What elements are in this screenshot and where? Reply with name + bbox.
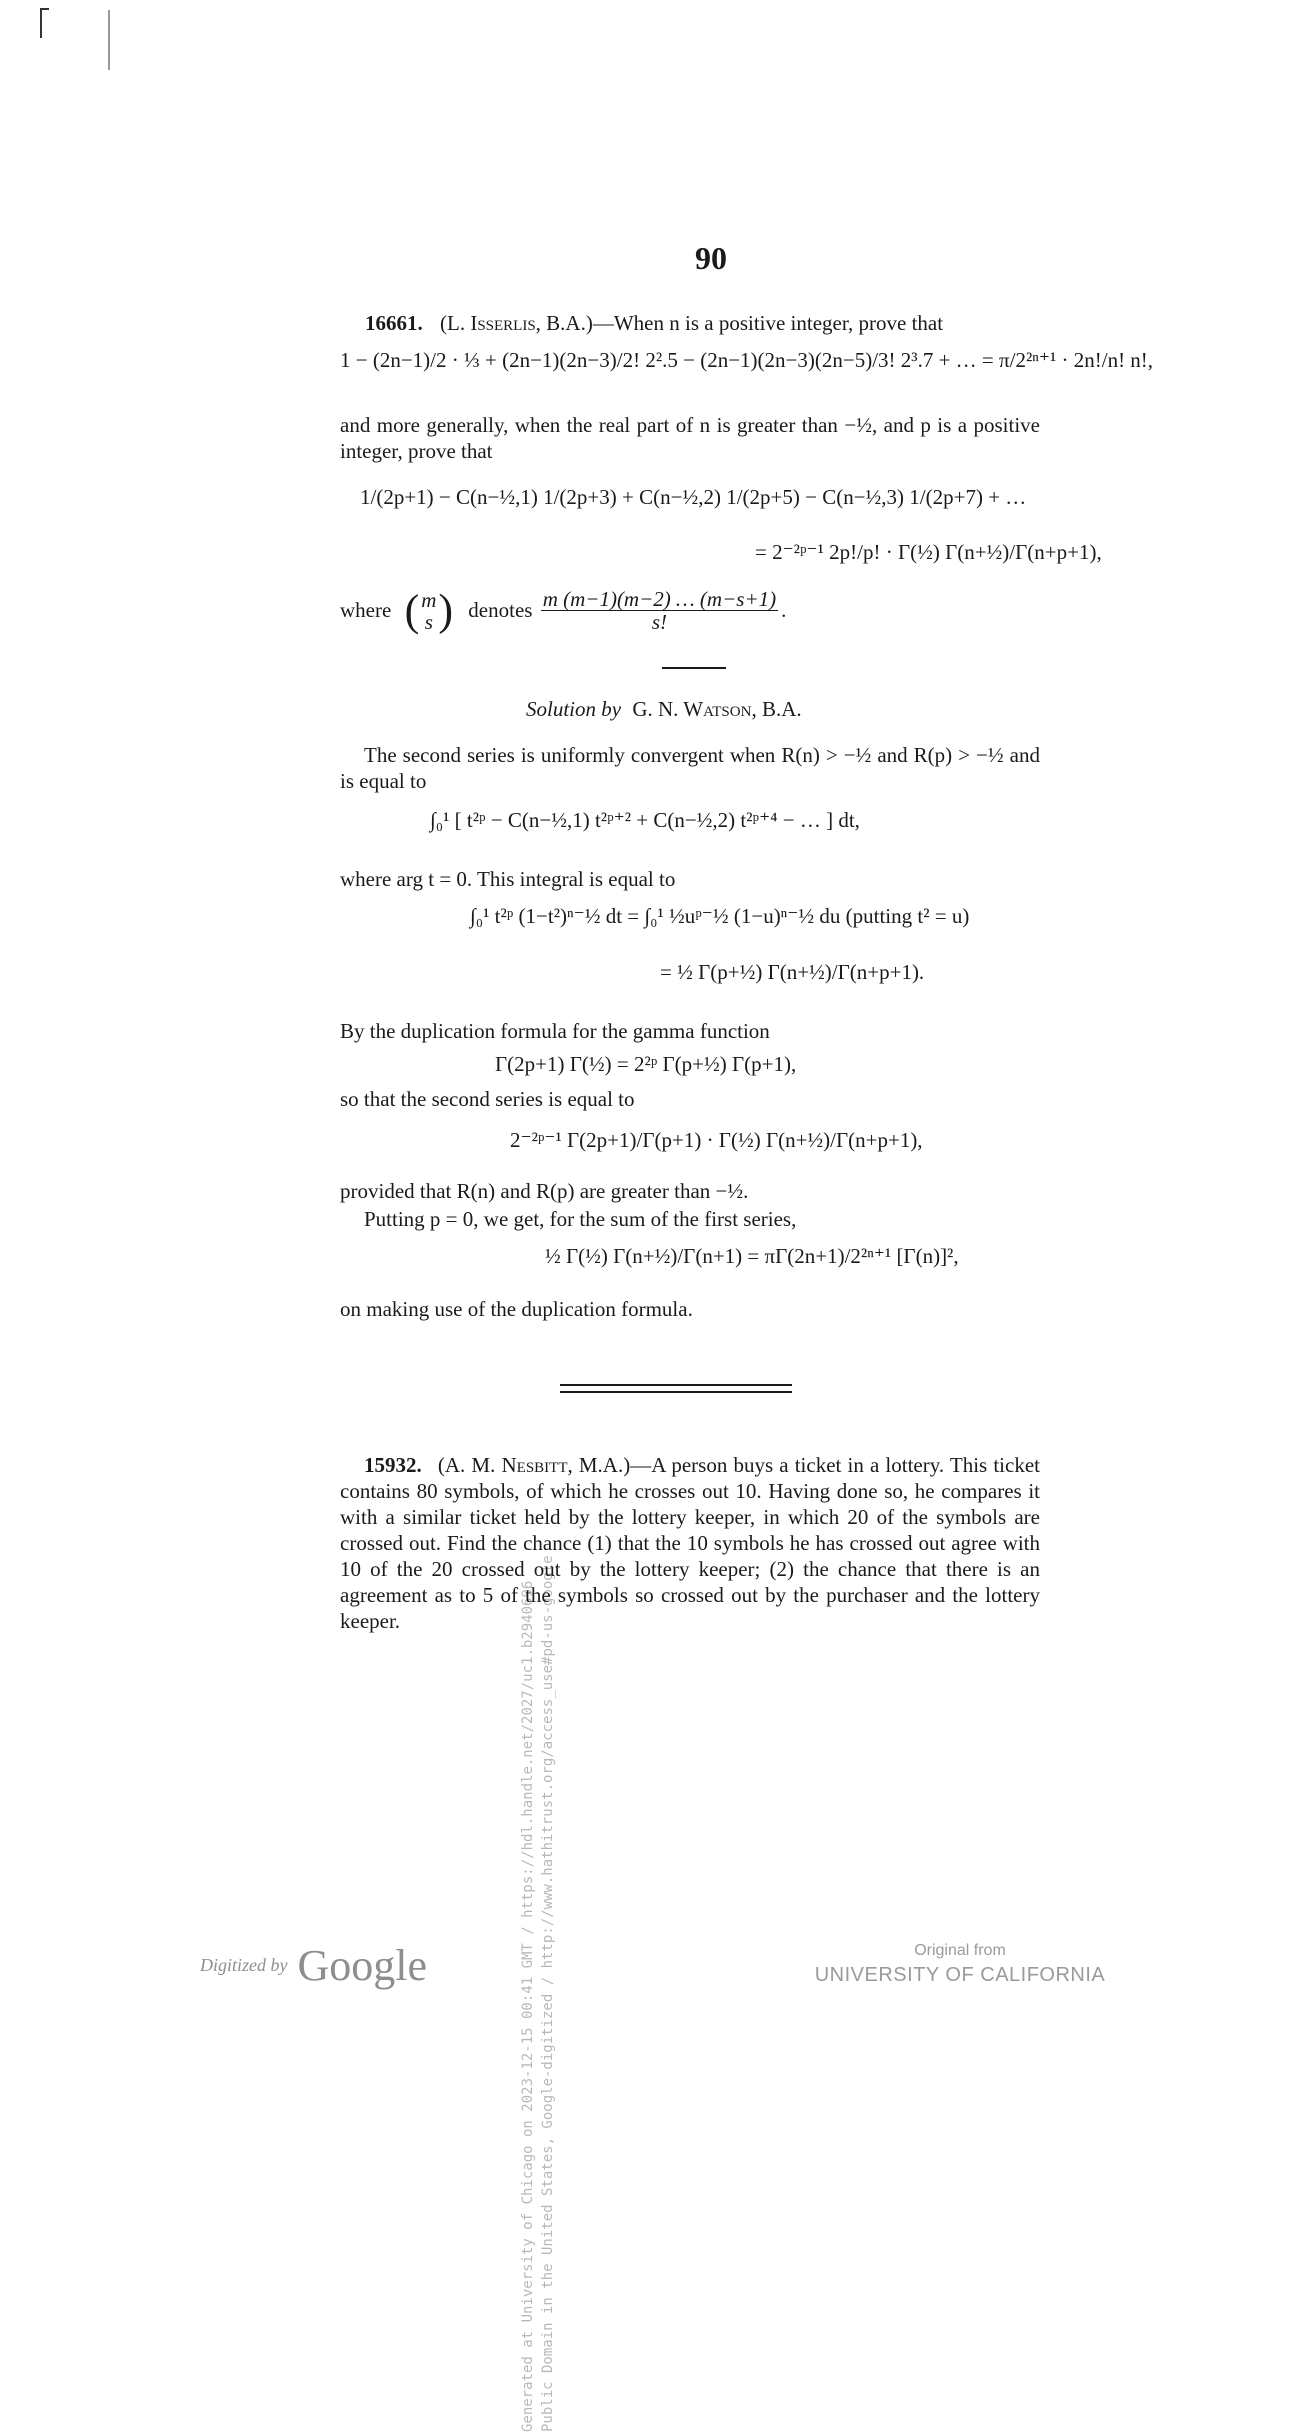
page-number: 90 bbox=[695, 240, 727, 276]
question-text-2: —A person buys a ticket in a lottery. This ticket contains 80 symbols, of which he crosses out 10. Having done so, he compares it with a similar ticket held by the lottery keeper, in which 20 of the symbols are crossed out. Find the chance (1) that the 10 symbols he has crossed out agree with 10 of the 20 crossed out by the lottery keeper; (2) the chance that there is an agreement as to 5 of the symbols so crossed out by the purchaser and the lottery keeper. bbox=[340, 1453, 1040, 1633]
short-divider bbox=[662, 667, 726, 669]
question-author-2: (A. M. Nesbitt, M.A.) bbox=[437, 1453, 631, 1477]
solution-para-6: Putting p = 0, we get, for the sum of the first series, bbox=[364, 1207, 797, 1231]
integral-1-text: ∫₀¹ [ t²ᵖ − C(n−½,1) t²ᵖ⁺² + C(n−½,2) t²ᵖ⁺⁴ − … ] dt, bbox=[430, 808, 860, 832]
scan-mark bbox=[108, 10, 110, 70]
solution-heading bbox=[526, 696, 802, 722]
where-label: where bbox=[340, 598, 392, 622]
double-divider-top bbox=[560, 1384, 792, 1386]
watermark-line-2: Public Domain in the United States, Google-digitized / http://www.hathitrust.org/access_use#pd-us-google bbox=[540, 1555, 556, 2432]
series-equal-formula-text: 2⁻²ᵖ⁻¹ Γ(2p+1)/Γ(p+1) · Γ(½) Γ(n+½)/Γ(n+p+1), bbox=[510, 1128, 923, 1152]
solution-para-3: By the duplication formula for the gamma function bbox=[340, 1019, 770, 1043]
series-equation-1 bbox=[340, 348, 1153, 373]
question-16661-para2: and more generally, when the real part of n is greater than −½, and p is a positive integer, prove that bbox=[340, 413, 1040, 463]
solution-by-label: Solution by bbox=[526, 697, 622, 721]
google-logo: Google bbox=[297, 1941, 428, 1990]
binomial-definition: where ( m s ) denotes $\frac{m (m-1)(m-2) \dots (m-s+1)}{s!}$ . bbox=[340, 585, 787, 635]
digitized-by-text: Digitized by bbox=[200, 1955, 288, 1975]
denotes-label: denotes bbox=[468, 598, 533, 622]
solution-author: G. N. Watson, B.A. bbox=[632, 697, 802, 721]
question-number-2: 15932. bbox=[364, 1453, 422, 1477]
integral-2-rhs-text: = ½ Γ(p+½) Γ(n+½)/Γ(n+p+1). bbox=[660, 960, 925, 984]
question-author: (L. Isserlis, B.A.) bbox=[440, 311, 593, 335]
series-equation-2-text: 1/(2p+1) − C(n−½,1) 1/(2p+3) + C(n−½,2) 1/(2p+5) − C(n−½,3) 1/(2p+7) + … bbox=[360, 485, 1027, 509]
question-intro: —When n is a positive integer, prove that bbox=[592, 311, 944, 335]
solution-para-5: provided that R(n) and R(p) are greater than −½. bbox=[340, 1179, 749, 1203]
original-from-label: Original from bbox=[914, 1942, 1006, 1959]
question-16661-header bbox=[365, 310, 1055, 336]
solution-para-7: on making use of the duplication formula. bbox=[340, 1297, 693, 1321]
series-equal-formula bbox=[510, 1128, 923, 1153]
series-equation-2 bbox=[360, 485, 1026, 510]
duplication-formula bbox=[495, 1052, 796, 1077]
solution-para-4: so that the second series is equal to bbox=[340, 1087, 635, 1111]
solution-para-2: where arg t = 0. This integral is equal to bbox=[340, 867, 676, 891]
integral-2-text: ∫₀¹ t²ᵖ (1−t²)ⁿ⁻½ dt = ∫₀¹ ½uᵖ⁻½ (1−u)ⁿ⁻½ du (putting t² = u) bbox=[470, 904, 970, 928]
institution-name: UNIVERSITY OF CALIFORNIA bbox=[814, 1964, 1106, 1986]
series-equation-2-rhs bbox=[755, 540, 1102, 565]
question-number: 16661. bbox=[365, 311, 423, 335]
integral-2 bbox=[470, 904, 969, 929]
solution-para-1: The second series is uniformly convergent when R(n) > −½ and R(p) > −½ and is equal to bbox=[340, 743, 1040, 793]
question-15932 bbox=[340, 1452, 1040, 1634]
sum-formula-text: ½ Γ(½) Γ(n+½)/Γ(n+1) = πΓ(2n+1)/2²ⁿ⁺¹ [Γ(n)]², bbox=[545, 1244, 959, 1268]
watermark-line-1: Generated at University of Chicago on 2023-12-15 00:41 GMT / https://hdl.handle.net/2027/uc1.b2940696 bbox=[520, 1580, 536, 2432]
integral-1 bbox=[430, 808, 860, 833]
original-from-block bbox=[810, 1942, 1110, 1987]
sum-formula bbox=[545, 1244, 959, 1269]
series-equation-1-text: 1 − (2n−1)/2 · ⅓ + (2n−1)(2n−3)/2! 2².5 − (2n−1)(2n−3)(2n−5)/3! 2³.7 + … = π/2²ⁿ⁺¹ · 2n!/n! n!, bbox=[340, 348, 1154, 372]
digitized-by-label bbox=[200, 1940, 427, 1991]
duplication-formula-text: Γ(2p+1) Γ(½) = 2²ᵖ Γ(p+½) Γ(p+1), bbox=[495, 1052, 797, 1076]
binomial-symbol: m s bbox=[421, 587, 437, 634]
series-equation-2-rhs-text: = 2⁻²ᵖ⁻¹ 2p!/p! · Γ(½) Γ(n+½)/Γ(n+p+1), bbox=[755, 540, 1102, 564]
binomial-fraction: $\frac{m (m-1)(m-2) \dots (m-s+1)}{s!}$ bbox=[542, 587, 777, 634]
double-divider-bottom bbox=[560, 1391, 792, 1393]
scan-mark bbox=[40, 8, 49, 10]
integral-2-rhs bbox=[660, 960, 924, 985]
scan-mark bbox=[40, 8, 42, 38]
